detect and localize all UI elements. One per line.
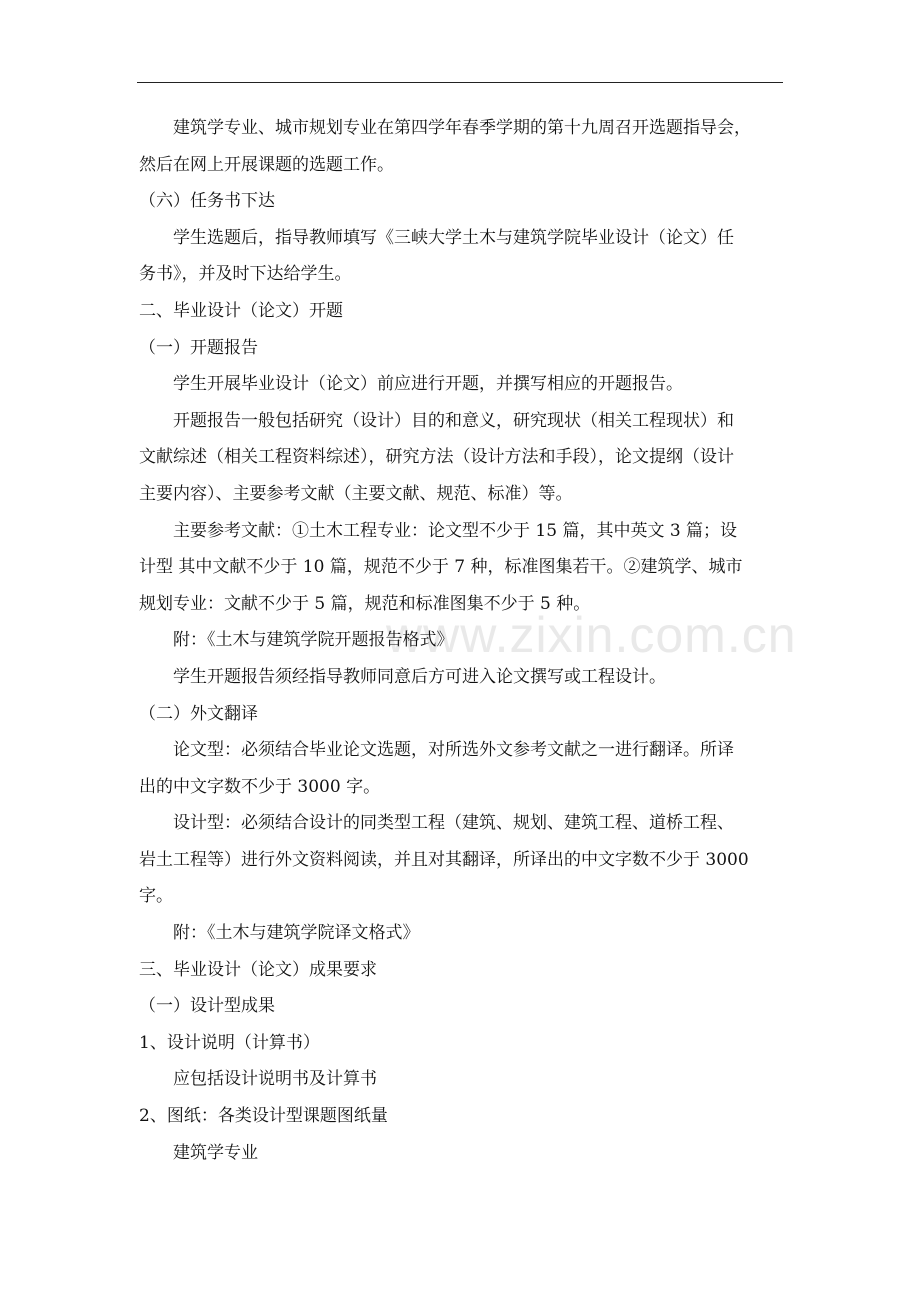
section-heading: 1、设计说明（计算书） xyxy=(139,1032,320,1053)
paragraph-line: 务书》，并及时下达给学生。 xyxy=(139,264,352,285)
paragraph-line: 附：《土木与建筑学院开题报告格式》 xyxy=(173,630,454,651)
paragraph-line: 开题报告一般包括研究（设计）目的和意义，研究现状（相关工程现状）和 xyxy=(173,410,734,431)
document-body xyxy=(139,110,785,1171)
paragraph-line: 主要参考文献：①土木工程专业：论文型不少于 15 篇，其中英文 3 篇；设 xyxy=(173,520,738,541)
section-heading: （一）设计型成果 xyxy=(139,996,275,1017)
paragraph-line: 建筑学专业 xyxy=(173,1142,258,1163)
section-heading: 三、毕业设计（论文）成果要求 xyxy=(139,959,377,980)
paragraph-line: 学生开题报告须经指导教师同意后方可进入论文撰写或工程设计。 xyxy=(173,666,666,687)
watermark: www.zixin.com.cn xyxy=(386,607,797,663)
paragraph-line: 规划专业：文献不少于 5 篇，规范和标准图集不少于 5 种。 xyxy=(139,593,591,614)
section-heading: 2、图纸：各类设计型课题图纸量 xyxy=(139,1106,388,1127)
paragraph-line: 岩土工程等）进行外文资料阅读，并且对其翻译，所译出的中文字数不少于 3000 xyxy=(139,849,749,870)
paragraph-line: 文献综述（相关工程资料综述），研究方法（设计方法和手段），论文提纲（设计 xyxy=(139,447,734,468)
paragraph-line: 计型 其中文献不少于 10 篇，规范不少于 7 种，标准图集若干。②建筑学、城市 xyxy=(139,557,743,578)
paragraph-line: 出的中文字数不少于 3000 字。 xyxy=(139,776,381,797)
paragraph-line: 学生选题后，指导教师填写《三峡大学土木与建筑学院毕业设计（论文）任 xyxy=(173,227,734,248)
paragraph-line: 建筑学专业、城市规划专业在第四学年春季学期的第十九周召开选题指导会， xyxy=(173,118,751,138)
section-heading: 二、毕业设计（论文）开题 xyxy=(139,300,343,321)
section-heading: （二）外文翻译 xyxy=(139,703,258,724)
paragraph-line: 主要内容）、主要参考文献（主要文献、规范、标准）等。 xyxy=(139,483,573,504)
paragraph-line: 应包括设计说明书及计算书 xyxy=(173,1069,377,1090)
paragraph-line: 附：《土木与建筑学院译文格式》 xyxy=(173,923,420,944)
section-heading: （一）开题报告 xyxy=(139,337,258,358)
paragraph-line: 字。 xyxy=(139,886,173,907)
paragraph-line: 学生开展毕业设计（论文）前应进行开题，并撰写相应的开题报告。 xyxy=(173,374,683,395)
paragraph-line: 设计型：必须结合设计的同类型工程（建筑、规划、建筑工程、道桥工程、 xyxy=(173,813,734,834)
paragraph-line: 然后在网上开展课题的选题工作。 xyxy=(139,154,394,175)
section-heading: （六）任务书下达 xyxy=(139,191,275,212)
header-rule xyxy=(137,82,783,83)
paragraph-line: 论文型：必须结合毕业论文选题，对所选外文参考文献之一进行翻译。所译 xyxy=(173,740,734,761)
